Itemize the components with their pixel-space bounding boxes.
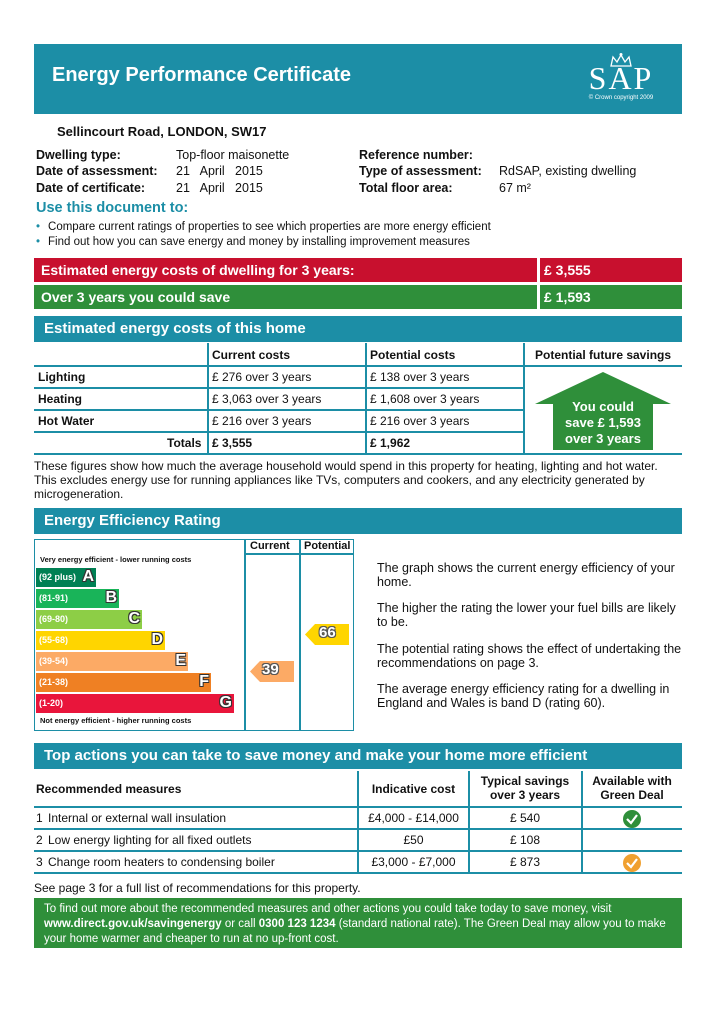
bullet-icon: •	[36, 236, 41, 248]
estimated-costs-bar	[34, 258, 682, 282]
indicative-cost-header: Indicative cost	[371, 782, 456, 796]
measure-saving: £ 540	[509, 811, 541, 825]
potential-rating-value: 66	[319, 624, 336, 641]
current-column-header: Current	[250, 540, 290, 552]
savings-house-text: You could save £ 1,593 over 3 years	[565, 399, 641, 446]
reference-number-label: Reference number:	[359, 148, 473, 162]
footer-text: To find out more about the recommended measures and other actions you could take today to save money, visit	[44, 903, 612, 915]
dwelling-type-label: Dwelling type:	[36, 148, 121, 162]
band-range: (69-80)	[39, 614, 69, 624]
band-range: (1-20)	[39, 698, 64, 708]
measure-name: Low energy lighting for all fixed outlets	[48, 833, 252, 847]
potential-saving-value: £ 1,593	[544, 289, 591, 305]
dwelling-type-value: Top-floor maisonette	[176, 148, 290, 162]
band-range: (39-54)	[39, 656, 69, 666]
very-efficient-note: Very energy efficient - lower running costs	[40, 555, 192, 564]
estimated-costs-value: £ 3,555	[544, 262, 591, 278]
efficiency-text-4: The average energy efficiency rating for a dwelling in England and Wales is band D (rating 60).	[377, 682, 670, 710]
not-efficient-note: Not energy efficient - higher running costs	[40, 716, 192, 725]
footer-text: (standard national rate). The Green Deal may allow you to make your home warmer and cheaper to run at no up-front cost.	[44, 918, 666, 945]
see-page-note: See page 3 for a full list of recommendations for this property.	[34, 881, 361, 895]
actions-section-title: Top actions you can take to save money and make your home more efficient	[44, 747, 588, 764]
potential-savings-header: Potential future savings	[535, 348, 672, 362]
band-range: (55-68)	[39, 635, 69, 645]
typical-savings-header: Typical savings over 3 years	[480, 774, 570, 802]
measure-saving: £ 873	[509, 855, 541, 869]
rating-band-e	[36, 652, 188, 671]
totals-current: £ 3,555	[212, 436, 253, 450]
hot-water-current: £ 216 over 3 years	[212, 414, 312, 428]
page-title: Energy Performance Certificate	[52, 64, 352, 86]
measures-header: Recommended measures	[36, 782, 182, 796]
band-letter: G	[219, 694, 232, 711]
efficiency-text-1: The graph shows the current energy efficiency of your home.	[377, 561, 675, 589]
green-deal-check-icon	[622, 853, 642, 873]
heating-current: £ 3,063 over 3 years	[212, 392, 322, 406]
measure-name: Internal or external wall insulation	[48, 811, 227, 825]
current-costs-header: Current costs	[212, 348, 291, 362]
band-letter: D	[151, 631, 163, 648]
heating-label: Heating	[38, 392, 83, 406]
measure-number: 3	[36, 855, 43, 869]
use-bullet-item: • Compare current ratings of properties to see which properties are more energy efficient	[36, 221, 491, 233]
band-letter: F	[199, 673, 209, 690]
measure-cost: £50	[403, 833, 424, 847]
certificate-header	[34, 44, 682, 114]
use-bullet-item: • Find out how you can save energy and money by installing improvement measures	[36, 236, 470, 248]
certificate-date-label: Date of certificate:	[36, 181, 146, 195]
totals-potential: £ 1,962	[370, 436, 411, 450]
potential-saving-bar	[34, 285, 682, 309]
efficiency-text-2: The higher the rating the lower your fuel bills are likely to be.	[377, 601, 676, 629]
efficiency-section-header	[34, 508, 682, 534]
property-address: Sellincourt Road, LONDON, SW17	[57, 124, 267, 139]
costs-note: These figures show how much the average household would spend in this property for heating, lighting and hot water. This excludes energy use for running appliances like TVs, computers and cookers, and any electricity generated by microgeneration.	[34, 459, 658, 501]
band-range: (92 plus)	[39, 572, 77, 582]
crown-icon	[609, 52, 633, 68]
measure-name: Change room heaters to condensing boiler	[48, 855, 275, 869]
hot-water-potential: £ 216 over 3 years	[370, 414, 470, 428]
assessment-date-value: 21 April 2015	[176, 164, 263, 178]
rating-band-a	[36, 568, 96, 587]
band-range: (81-91)	[39, 593, 69, 603]
assessment-type-label: Type of assessment:	[359, 164, 482, 178]
rating-band-g	[36, 694, 234, 713]
lighting-label: Lighting	[38, 370, 86, 384]
floor-area-label: Total floor area:	[359, 181, 453, 195]
potential-column-header: Potential	[304, 540, 351, 552]
potential-saving-label: Over 3 years you could save	[41, 289, 231, 305]
band-letter: C	[128, 610, 140, 627]
band-letter: A	[82, 568, 94, 585]
use-document-title: Use this document to:	[36, 200, 189, 216]
actions-section-header	[34, 743, 682, 769]
rating-band-d	[36, 631, 165, 650]
current-rating-value: 39	[262, 661, 279, 678]
estimated-costs-label: Estimated energy costs of dwelling for 3 years:	[41, 262, 355, 278]
floor-area-value: 67 m²	[499, 181, 531, 195]
sap-logo	[578, 50, 664, 108]
band-letter: B	[105, 589, 117, 606]
measure-cost: £3,000 - £7,000	[371, 855, 456, 869]
costs-section-title: Estimated energy costs of this home	[44, 320, 306, 337]
footer-info-box	[34, 898, 682, 948]
heating-potential: £ 1,608 over 3 years	[370, 392, 480, 406]
rating-band-c	[36, 610, 142, 629]
bullet-icon: •	[36, 221, 41, 233]
efficiency-section-title: Energy Efficiency Rating	[44, 512, 221, 529]
green-deal-header: Available with Green Deal	[592, 774, 672, 802]
certificate-date-value: 21 April 2015	[176, 181, 263, 195]
rating-band-f	[36, 673, 211, 692]
sap-logo-text: SAP	[588, 60, 654, 96]
costs-section-header	[34, 316, 682, 342]
hot-water-label: Hot Water	[38, 414, 95, 428]
phone-number: 0300 123 1234	[258, 918, 336, 930]
crown-copyright: © Crown copyright 2009	[588, 95, 654, 101]
assessment-date-label: Date of assessment:	[36, 164, 158, 178]
potential-costs-header: Potential costs	[370, 348, 456, 362]
measure-saving: £ 108	[509, 833, 541, 847]
measure-number: 1	[36, 811, 43, 825]
lighting-current: £ 276 over 3 years	[212, 370, 312, 384]
efficiency-text-3: The potential rating shows the effect of undertaking the recommendations on page 3.	[377, 642, 682, 670]
lighting-potential: £ 138 over 3 years	[370, 370, 470, 384]
rating-band-b	[36, 589, 119, 608]
measure-cost: £4,000 - £14,000	[368, 811, 459, 825]
measure-number: 2	[36, 833, 43, 847]
totals-label: Totals	[167, 436, 202, 450]
assessment-type-value: RdSAP, existing dwelling	[499, 164, 637, 178]
band-range: (21-38)	[39, 677, 69, 687]
footer-text: or call	[224, 918, 256, 930]
savingenergy-link[interactable]: www.direct.gov.uk/savingenergy	[44, 918, 222, 930]
green-deal-check-icon	[622, 809, 642, 829]
band-letter: E	[175, 652, 186, 669]
